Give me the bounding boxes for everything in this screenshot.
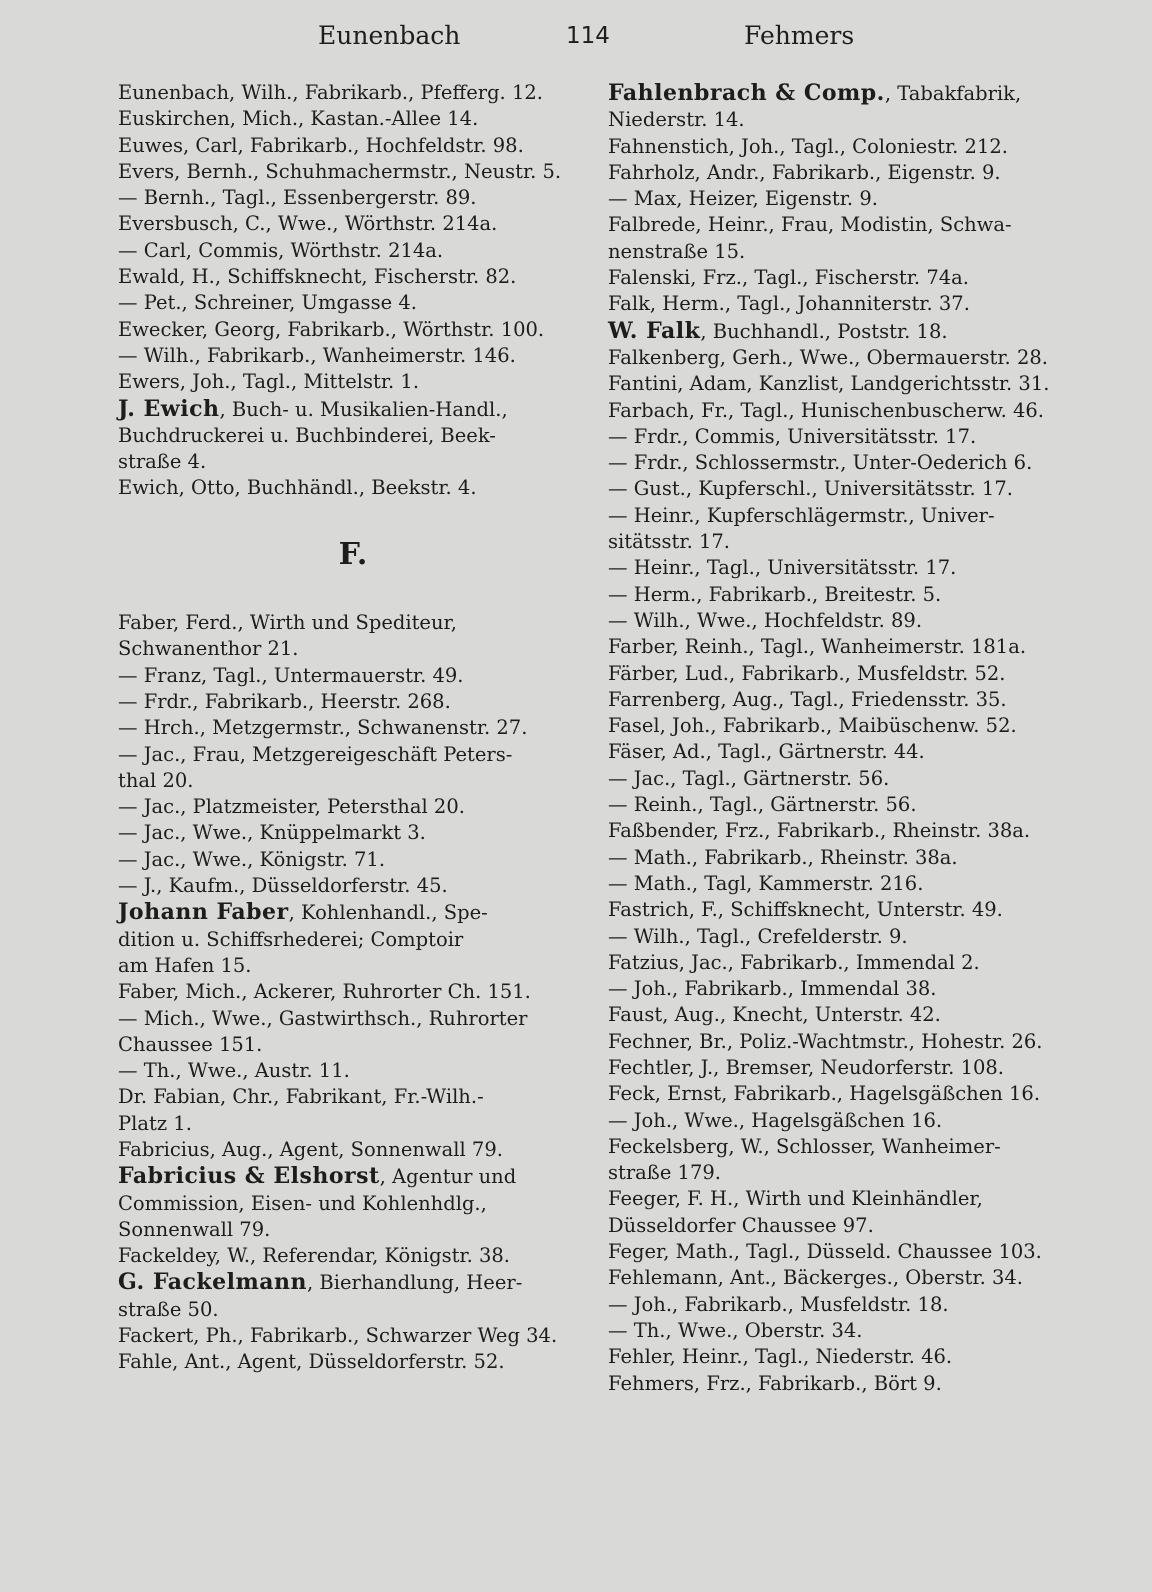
directory-entry <box>118 133 588 159</box>
entry-line: Fantini, Adam, Kanzlist, Landgerichtsstr. 31. <box>608 372 1050 396</box>
directory-entry <box>608 687 1086 713</box>
entry-line: Fabricius, Aug., Agent, Sonnenwall 79. <box>118 1137 503 1161</box>
entry-line: Feger, Math., Tagl., Düsseld. Chaussee 103. <box>608 1240 1042 1264</box>
header-right-keyword: Fehmers <box>744 21 855 50</box>
entry-line: — Joh., Wwe., Hagelsgäßchen 16. <box>608 1108 943 1132</box>
page-header <box>0 16 1152 56</box>
directory-entry <box>118 185 588 211</box>
directory-entry <box>608 1292 1086 1318</box>
entry-line: — Frdr., Schlossermstr., Unter-Oederich 6. <box>608 451 1033 475</box>
directory-entry <box>118 663 588 689</box>
directory-entry <box>608 1239 1086 1265</box>
entry-line: — Wilh., Tagl., Crefelderstr. 9. <box>608 924 908 948</box>
directory-entry <box>118 1084 588 1137</box>
entry-line: — Heinr., Tagl., Universitätsstr. 17. <box>608 556 957 580</box>
directory-entry <box>608 160 1086 186</box>
directory-entry <box>608 634 1086 660</box>
section-letter-heading: F. <box>338 536 368 572</box>
entry-line: Färber, Lud., Fabrikarb., Musfeldstr. 52. <box>608 661 1006 685</box>
entry-line: — Jac., Wwe., Knüppelmarkt 3. <box>118 821 426 845</box>
entry-line: Fabricius & Elshorst, Agentur und <box>118 1163 517 1190</box>
entry-line: — Th., Wwe., Austr. 11. <box>118 1059 350 1083</box>
directory-entry <box>118 238 588 264</box>
entry-line: Eversbusch, C., Wwe., Wörthstr. 214a. <box>118 212 498 236</box>
entry-line: Fechtler, J., Bremser, Neudorferstr. 108. <box>608 1055 1004 1079</box>
directory-entry <box>608 424 1086 450</box>
directory-entry <box>608 476 1086 502</box>
entry-line: Fehlemann, Ant., Bäckerges., Oberstr. 34. <box>608 1266 1023 1290</box>
entry-line: Faßbender, Frz., Fabrikarb., Rheinstr. 38a. <box>608 819 1031 843</box>
directory-entry <box>118 159 588 185</box>
directory-entry <box>608 845 1086 871</box>
directory-entry <box>608 897 1086 923</box>
directory-entry <box>608 212 1086 265</box>
entry-line: — Herm., Fabrikarb., Breitestr. 5. <box>608 582 942 606</box>
directory-entry <box>608 713 1086 739</box>
entry-continuation-line: Platz 1. <box>118 1111 192 1135</box>
entry-line: Fahlenbrach & Comp., Tabakfabrik, <box>608 80 1022 106</box>
entry-line: — Frdr., Fabrikarb., Heerstr. 268. <box>118 689 451 713</box>
directory-entry <box>608 1371 1086 1397</box>
entry-line: W. Falk, Buchhandl., Poststr. 18. <box>608 317 948 344</box>
directory-entry <box>118 820 588 846</box>
entry-line: — Math., Tagl, Kammerstr. 216. <box>608 871 924 895</box>
directory-entry <box>118 847 588 873</box>
entry-line: — Jac., Tagl., Gärtnerstr. 56. <box>608 766 890 790</box>
directory-entry <box>608 555 1086 581</box>
entry-line: Fäser, Ad., Tagl., Gärtnerstr. 44. <box>608 740 925 764</box>
directory-entry <box>118 1006 588 1059</box>
directory-entry <box>608 1002 1086 1028</box>
entry-line: Euwes, Carl, Fabrikarb., Hochfeldstr. 98. <box>118 133 524 157</box>
entry-continuation-line: Niederstr. 14. <box>608 108 745 132</box>
entry-line: — Bernh., Tagl., Essenbergerstr. 89. <box>118 186 477 210</box>
entry-line: Feeger, F. H., Wirth und Kleinhändler, <box>608 1187 983 1211</box>
entry-line: Johann Faber, Kohlenhandl., Spe- <box>118 899 488 926</box>
directory-entry <box>118 715 588 741</box>
entry-line: Fechner, Br., Poliz.-Wachtmstr., Hohestr. 26. <box>608 1029 1043 1053</box>
entry-line: Fehler, Heinr., Tagl., Niederstr. 46. <box>608 1345 953 1369</box>
entry-line: Evers, Bernh., Schuhmachermstr., Neustr. 5. <box>118 159 562 183</box>
directory-entry <box>118 106 588 132</box>
directory-entry <box>608 134 1086 160</box>
entry-continuation-line: dition u. Schiffsrhederei; Comptoir <box>118 927 464 951</box>
directory-entry <box>608 265 1086 291</box>
directory-entry <box>608 371 1086 397</box>
directory-entry <box>608 608 1086 634</box>
entry-continuation-line: nenstraße 15. <box>608 239 746 263</box>
directory-entry <box>118 1058 588 1084</box>
directory-entry <box>118 1163 588 1243</box>
directory-entry <box>118 689 588 715</box>
directory-entry <box>608 582 1086 608</box>
entry-line: — Wilh., Wwe., Hochfeldstr. 89. <box>608 608 923 632</box>
directory-entry <box>118 80 588 106</box>
entry-line: Fastrich, F., Schiffsknecht, Unterstr. 49. <box>608 898 1003 922</box>
directory-entry <box>118 1243 588 1269</box>
directory-entry <box>118 396 588 476</box>
entry-line: — Carl, Commis, Wörthstr. 214a. <box>118 238 444 262</box>
directory-entry <box>608 1265 1086 1291</box>
directory-entry <box>608 80 1086 134</box>
entry-line: — Mich., Wwe., Gastwirthsch., Ruhrorter <box>118 1006 528 1030</box>
entry-line: — Gust., Kupferschl., Universitätsstr. 17. <box>608 477 1013 501</box>
entry-line: Feckelsberg, W., Schlosser, Wanheimer- <box>608 1134 1001 1158</box>
directory-entry <box>608 766 1086 792</box>
entry-line: Faust, Aug., Knecht, Unterstr. 42. <box>608 1003 941 1027</box>
entry-continuation-line: straße 179. <box>608 1161 721 1185</box>
directory-entry <box>608 792 1086 818</box>
entry-line: Farbach, Fr., Tagl., Hunischenbuscherw. 46. <box>608 398 1044 422</box>
entry-line: — Joh., Fabrikarb., Musfeldstr. 18. <box>608 1292 949 1316</box>
entry-line: — Joh., Fabrikarb., Immendal 38. <box>608 977 937 1001</box>
entry-line: Falk, Herm., Tagl., Johanniterstr. 37. <box>608 292 970 316</box>
directory-entry <box>118 264 588 290</box>
entry-continuation-line: Düsseldorfer Chaussee 97. <box>608 1213 874 1237</box>
entry-line: — J., Kaufm., Düsseldorferstr. 45. <box>118 874 448 898</box>
entry-continuation-line: straße 50. <box>118 1297 219 1321</box>
directory-entry <box>608 818 1086 844</box>
entry-line: Fatzius, Jac., Fabrikarb., Immendal 2. <box>608 950 980 974</box>
right-column <box>608 80 1086 1397</box>
entry-line: Fasel, Joh., Fabrikarb., Maibüschenw. 52. <box>608 714 1017 738</box>
directory-entry <box>118 610 588 663</box>
entry-line: — Pet., Schreiner, Umgasse 4. <box>118 291 417 315</box>
entry-continuation-line: thal 20. <box>118 768 194 792</box>
page-number: 114 <box>566 23 610 49</box>
entry-line: Euskirchen, Mich., Kastan.-Allee 14. <box>118 107 479 131</box>
entry-line: Feck, Ernst, Fabrikarb., Hagelsgäßchen 16. <box>608 1082 1041 1106</box>
entry-line: Fackeldey, W., Referendar, Königstr. 38. <box>118 1244 510 1268</box>
directory-entry <box>118 1323 588 1349</box>
header-left-keyword: Eunenbach <box>318 21 461 50</box>
directory-entry <box>608 450 1086 476</box>
directory-entry <box>608 291 1086 317</box>
directory-entry <box>608 1081 1086 1107</box>
directory-entry <box>608 186 1086 212</box>
entry-line: — Jac., Wwe., Königstr. 71. <box>118 847 386 871</box>
entry-line: — Jac., Frau, Metzgereigeschäft Peters- <box>118 742 513 766</box>
directory-entry <box>608 1055 1086 1081</box>
directory-entry <box>118 343 588 369</box>
directory-entry <box>608 345 1086 371</box>
directory-entry <box>608 1108 1086 1134</box>
directory-entry <box>608 871 1086 897</box>
directory-entry <box>608 1029 1086 1055</box>
directory-entry <box>118 475 588 501</box>
directory-entry <box>608 1134 1086 1187</box>
entry-continuation-line: am Hafen 15. <box>118 953 252 977</box>
directory-entry <box>608 1344 1086 1370</box>
directory-entry <box>118 742 588 795</box>
entry-line: — Jac., Platzmeister, Petersthal 20. <box>118 795 465 819</box>
directory-entry <box>118 794 588 820</box>
entry-line: Fackert, Ph., Fabrikarb., Schwarzer Weg 34. <box>118 1324 558 1348</box>
entry-continuation-line: sitätsstr. 17. <box>608 530 730 554</box>
directory-entry <box>608 950 1086 976</box>
entry-line: — Max, Heizer, Eigenstr. 9. <box>608 187 878 211</box>
entry-line: Faber, Mich., Ackerer, Ruhrorter Ch. 151. <box>118 980 531 1004</box>
entry-line: — Franz, Tagl., Untermauerstr. 49. <box>118 663 464 687</box>
entry-continuation-line: Buchdruckerei u. Buchbinderei, Beek- <box>118 423 496 447</box>
entry-line: — Math., Fabrikarb., Rheinstr. 38a. <box>608 845 958 869</box>
entry-line: — Heinr., Kupferschlägermstr., Univer- <box>608 503 995 527</box>
directory-entry <box>118 1269 588 1323</box>
entry-line: G. Fackelmann, Bierhandlung, Heer- <box>118 1269 523 1296</box>
entry-line: Dr. Fabian, Chr., Fabrikant, Fr.-Wilh.- <box>118 1085 484 1109</box>
directory-entry <box>608 503 1086 556</box>
entry-line: Falenski, Frz., Tagl., Fischerstr. 74a. <box>608 266 969 290</box>
entry-continuation-line: straße 4. <box>118 450 207 474</box>
entry-line: Faber, Ferd., Wirth und Spediteur, <box>118 611 457 635</box>
entry-line: Eunenbach, Wilh., Fabrikarb., Pfefferg. 12. <box>118 81 543 104</box>
entry-line: Farrenberg, Aug., Tagl., Friedensstr. 35. <box>608 687 1007 711</box>
entry-continuation-line: Schwanenthor 21. <box>118 637 299 661</box>
directory-entry <box>118 899 588 979</box>
directory-entry <box>608 661 1086 687</box>
directory-entry <box>118 979 588 1005</box>
directory-entry <box>118 211 588 237</box>
entry-line: — Th., Wwe., Oberstr. 34. <box>608 1318 863 1342</box>
directory-entry <box>608 1318 1086 1344</box>
entry-line: Ewald, H., Schiffsknecht, Fischerstr. 82. <box>118 265 517 289</box>
directory-entry <box>118 1349 588 1375</box>
entry-line: Farber, Reinh., Tagl., Wanheimerstr. 181a. <box>608 635 1027 659</box>
entry-line: — Hrch., Metzgermstr., Schwanenstr. 27. <box>118 716 528 740</box>
directory-entry <box>118 873 588 899</box>
directory-entry <box>608 398 1086 424</box>
entry-continuation-line: Commission, Eisen- und Kohlenhdlg., <box>118 1191 487 1215</box>
directory-entry <box>608 924 1086 950</box>
entry-line: Ewecker, Georg, Fabrikarb., Wörthstr. 100. <box>118 317 545 341</box>
entry-line: J. Ewich, Buch- u. Musikalien-Handl., <box>118 395 508 422</box>
entry-line: — Reinh., Tagl., Gärtnerstr. 56. <box>608 793 917 817</box>
directory-entry <box>608 739 1086 765</box>
directory-entry <box>608 976 1086 1002</box>
entry-continuation-line: Sonnenwall 79. <box>118 1217 271 1241</box>
entry-line: — Wilh., Fabrikarb., Wanheimerstr. 146. <box>118 343 516 367</box>
entry-line: — Frdr., Commis, Universitätsstr. 17. <box>608 424 977 448</box>
directory-entry <box>118 369 588 395</box>
directory-entry <box>118 1137 588 1163</box>
entry-line: Fehmers, Frz., Fabrikarb., Bört 9. <box>608 1371 942 1395</box>
directory-entry <box>608 318 1086 345</box>
entry-line: Falbrede, Heinr., Frau, Modistin, Schwa- <box>608 213 1012 237</box>
entry-line: Fahle, Ant., Agent, Düsseldorferstr. 52. <box>118 1350 505 1374</box>
directory-entry <box>118 290 588 316</box>
left-column <box>118 80 588 1376</box>
entry-line: Ewers, Joh., Tagl., Mittelstr. 1. <box>118 370 420 394</box>
directory-entry <box>608 1186 1086 1239</box>
entry-continuation-line: Chaussee 151. <box>118 1032 263 1056</box>
directory-entry <box>118 317 588 343</box>
entry-line: Fahnenstich, Joh., Tagl., Coloniestr. 212. <box>608 134 1008 158</box>
entry-line: Fahrholz, Andr., Fabrikarb., Eigenstr. 9. <box>608 160 1001 184</box>
entry-line: Ewich, Otto, Buchhändl., Beekstr. 4. <box>118 476 477 500</box>
entry-line: Falkenberg, Gerh., Wwe., Obermauerstr. 28. <box>608 345 1048 369</box>
